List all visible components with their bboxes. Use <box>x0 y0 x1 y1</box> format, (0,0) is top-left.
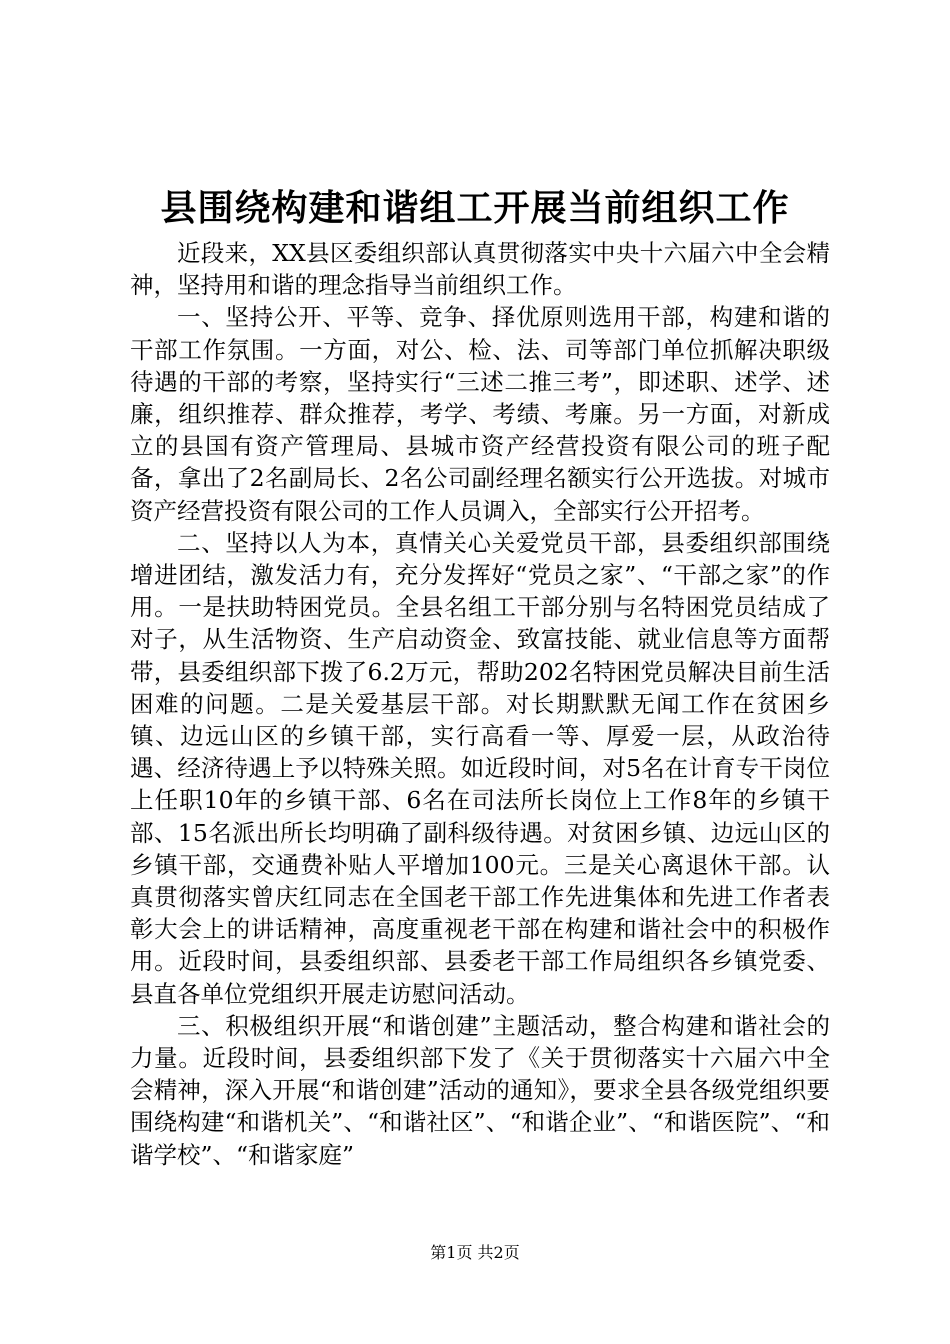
document-title: 县围绕构建和谐组工开展当前组织工作 <box>160 187 790 229</box>
document-body <box>130 237 830 1171</box>
paragraph-intro: 近段来，XX县区委组织部认真贯彻落实中央十六届六中全会精神，坚持用和谐的理念指导当前组织工作。 <box>130 239 830 300</box>
page-footer: 第1页 共2页 <box>430 1243 520 1262</box>
paragraph-section-1: 一、坚持公开、平等、竞争、择优原则选用干部，构建和谐的干部工作氛围。一方面，对公、检、法、司等部门单位抓解决职级待遇的干部的考察，坚持实行“三述二推三考”，即述职、述学、述廉，组织推荐、群众推荐，考学、考绩、考廉。另一方面，对新成立的县国有资产管理局、县城市资产经营投资有限公司的班子配备，拿出了2名副局长、2名公司副经理名额实行公开选拔。对城市资产经营投资有限公司的工作人员调入，全部实行公开招考。 <box>130 303 830 525</box>
paragraph-section-2: 二、坚持以人为本，真情关心关爱党员干部，县委组织部围绕增进团结，激发活力有，充分发挥好“党员之家”、“干部之家”的作用。一是扶助特困党员。全县名组工干部分别与名特困党员结成了对子，从生活物资、生产启动资金、致富技能、就业信息等方面帮带，县委组织部下拨了6.2万元，帮助202名特困党员解决目前生活困难的问题。二是关爱基层干部。对长期默默无闻工作在贫困乡镇、边远山区的乡镇干部，实行高看一等、厚爱一层，从政治待遇、经济待遇上予以特殊关照。如近段时间，对5名在计育专干岗位上任职10年的乡镇干部、6名在司法所长岗位上工作8年的乡镇干部、15名派出所长均明确了副科级待遇。对贫困乡镇、边远山区的乡镇干部，交通费补贴人平增加100元。三是关心离退休干部。认真贯彻落实曾庆红同志在全国老干部工作先进集体和先进工作者表彰大会上的讲话精神，高度重视老干部在构建和谐社会中的积极作用。近段时间，县委组织部、县委老干部工作局组织各乡镇党委、县直各单位党组织开展走访慰问活动。 <box>130 528 830 1008</box>
paragraph-section-3: 三、积极组织开展“和谐创建”主题活动，整合构建和谐社会的力量。近段时间，县委组织部下发了《关于贯彻落实十六届六中全会精神，深入开展“和谐创建”活动的通知》，要求全县各级党组织要围绕构建“和谐机关”、“和谐社区”、“和谐企业”、“和谐医院”、“和谐学校”、“和谐家庭” <box>130 1011 830 1169</box>
